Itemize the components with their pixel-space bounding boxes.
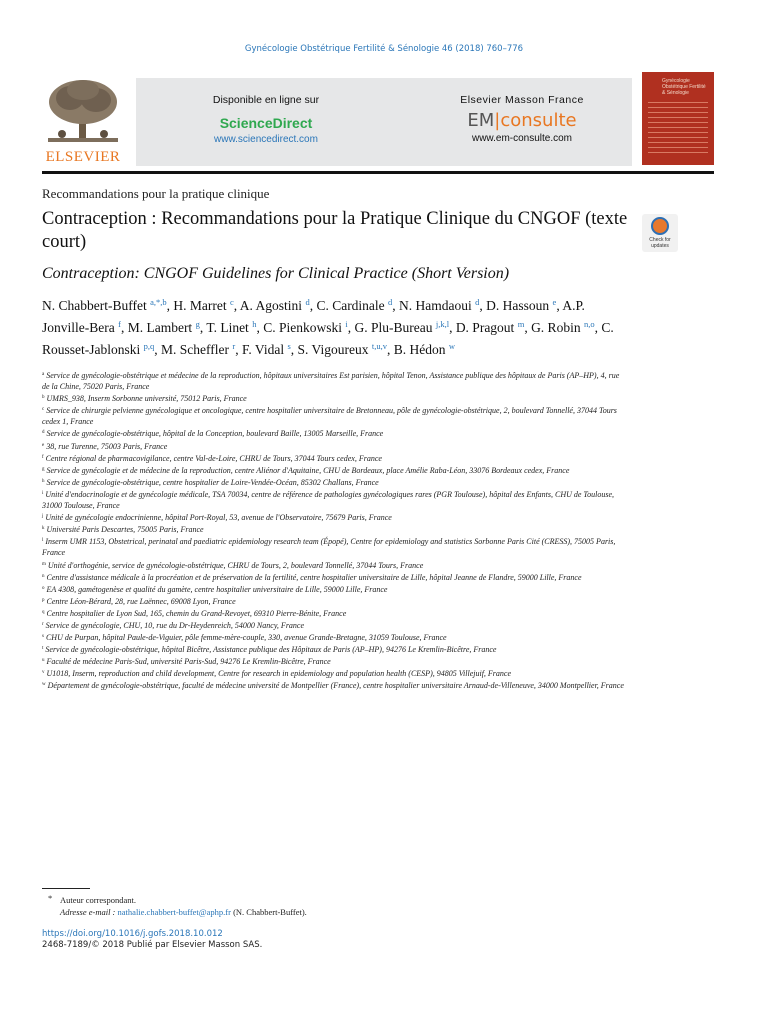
- author-name: H. Marret: [173, 298, 227, 313]
- affiliation-text: Centre hospitalier de Lyon Sud, 165, chemin du Grand-Revoyet, 69310 Pierre-Bénite, France: [44, 608, 347, 618]
- affiliation-key: t: [42, 646, 44, 652]
- doi-link[interactable]: https://doi.org/10.1016/j.gofs.2018.10.012: [42, 929, 223, 939]
- email-owner: (N. Chabbert-Buffet).: [233, 907, 307, 917]
- author-name: S. Vigoureux: [297, 342, 369, 357]
- affiliation-item: [42, 523, 626, 535]
- publisher-label: Elsevier Masson France: [460, 94, 584, 106]
- email-label: Adresse e-mail :: [60, 907, 116, 917]
- affiliation-key: p: [42, 597, 45, 603]
- corresponding-author-label: Auteur correspondant.: [60, 895, 137, 905]
- affiliation-list: [42, 369, 626, 692]
- author-entry: [298, 342, 394, 357]
- author-entry: [263, 320, 354, 335]
- affiliation-text: Unité d'endocrinologie et de gynécologie médicale, TSA 70034, centre de référence de pathologies gynécologiques rares (PGR Toulouse), hôpital des Enfants, CHU de Toulouse, 31000 Toulouse, France: [42, 489, 615, 511]
- author-name: G. Plu-Bureau: [354, 320, 433, 335]
- affiliation-text: Unité de gynécologie endocrinienne, hôpital Port-Royal, 53, avenue de l'Observatoire, 75679 Paris, France: [43, 513, 392, 523]
- author-separator: ,: [386, 342, 394, 357]
- author-affiliation-marker[interactable]: t,u,v: [371, 341, 387, 351]
- author-name: N. Hamdaoui: [399, 298, 472, 313]
- author-name: M. Lambert: [127, 320, 193, 335]
- affiliation-item: [42, 583, 626, 595]
- author-separator: ,: [449, 320, 456, 335]
- affiliation-text: Service de gynécologie-obstétrique, centre hospitalier de Loire-Vendée-Océan, 85302 Challans, France: [44, 477, 379, 487]
- affiliation-text: Faculté de médecine Paris-Sud, université Paris-Sud, 94276 Le Kremlin-Bicêtre, France: [44, 657, 331, 667]
- author-affiliation-marker[interactable]: j,k,l: [435, 319, 450, 329]
- affiliation-key: m: [42, 561, 46, 567]
- issn-copyright: 2468-7189/© 2018 Publié par Elsevier Masson SAS.: [42, 940, 263, 950]
- author-name: D. Pragout: [455, 320, 515, 335]
- journal-banner: [42, 72, 714, 170]
- author-entry: [316, 298, 399, 313]
- affiliation-item: [42, 619, 626, 631]
- cover-title: Gynécologie Obstétrique Fertilité & Sénologie: [662, 78, 706, 96]
- affiliation-text: Service de gynécologie-obstétrique et médecine de la reproduction, hôpitaux universitaires Est parisien, hôpital Tenon, Assistance publique des hôpitaux de Paris (AP–HP), 4, rue de la Chine, 75020 Paris, France: [42, 371, 620, 392]
- affiliation-key: r: [42, 621, 44, 627]
- corresponding-author-footnote: [48, 894, 307, 918]
- affiliation-item: [42, 369, 626, 392]
- em-consulte-logo[interactable]: EM|consulte: [467, 110, 577, 131]
- author-entry: [42, 298, 173, 313]
- affiliation-text: Service de gynécologie-obstétrique, hôpital Bicêtre, Assistance publique des Hôpitaux de Paris (AP–HP), 94276 Le Kremlin-Bicêtre, France: [43, 645, 497, 655]
- affiliation-text: Centre Léon-Bérard, 28, rue Laënnec, 69008 Lyon, France: [44, 596, 236, 606]
- author-name: C. Pienkowski: [263, 320, 342, 335]
- author-entry: [354, 320, 455, 335]
- affiliation-key: e: [42, 442, 45, 448]
- author-affiliation-marker[interactable]: p,q: [143, 341, 155, 351]
- author-name: C. Cardinale: [316, 298, 385, 313]
- author-affiliation-marker[interactable]: s: [287, 341, 291, 351]
- affiliation-item: [42, 464, 626, 476]
- author-entry: [173, 298, 239, 313]
- article-section-label: Recommandations pour la pratique clinique: [42, 186, 270, 201]
- affiliation-key: q: [42, 609, 45, 615]
- affiliation-key: v: [42, 670, 45, 676]
- author-name: F. Vidal: [241, 342, 285, 357]
- author-entry: [242, 342, 298, 357]
- affiliation-key: k: [42, 526, 45, 532]
- affiliation-key: w: [42, 682, 46, 688]
- affiliation-item: [42, 643, 626, 655]
- author-affiliation-marker[interactable]: h: [252, 319, 257, 329]
- author-name: G. Robin: [531, 320, 581, 335]
- affiliation-text: U1018, Inserm, reproduction and child development, Centre for research in epidemiology and population health (CESP), 94805 Villejuif, France: [44, 669, 512, 679]
- author-separator: ,: [233, 298, 240, 313]
- article-title-english: Contraception: CNGOF Guidelines for Clinical Practice (Short Version): [42, 265, 510, 282]
- sciencedirect-logo[interactable]: ScienceDirect: [219, 115, 313, 131]
- author-affiliation-marker[interactable]: a,*,b: [150, 297, 167, 307]
- author-affiliation-marker[interactable]: r: [232, 341, 236, 351]
- sciencedirect-link[interactable]: www.sciencedirect.com: [214, 134, 318, 145]
- affiliation-item: [42, 488, 626, 511]
- affiliation-key: c: [42, 407, 45, 413]
- affiliation-text: Service de gynécologie, CHU, 10, rue du Dr-Heydenreich, 54000 Nancy, France: [43, 620, 305, 630]
- affiliation-item: [42, 571, 626, 583]
- affiliation-key: j: [42, 514, 44, 520]
- cover-decoration: [648, 102, 708, 157]
- author-entry: [456, 320, 531, 335]
- author-affiliation-marker[interactable]: m: [517, 319, 525, 329]
- author-affiliation-marker[interactable]: f: [118, 319, 121, 329]
- author-separator: ,: [120, 320, 128, 335]
- elsevier-wordmark: ELSEVIER: [45, 149, 121, 165]
- affiliation-item: [42, 452, 626, 464]
- journal-reference[interactable]: Gynécologie Obstétrique Fertilité & Sénologie 46 (2018) 760–776: [244, 44, 524, 54]
- em-consulte-link[interactable]: www.em-consulte.com: [471, 133, 573, 144]
- author-separator: ,: [479, 298, 487, 313]
- author-entry: [240, 298, 317, 313]
- affiliation-key: s: [42, 634, 44, 640]
- affiliation-item: [42, 667, 626, 679]
- affiliation-key: l: [42, 538, 44, 544]
- affiliation-item: [42, 535, 626, 558]
- author-separator: ,: [594, 320, 602, 335]
- affiliation-item: [42, 559, 626, 571]
- affiliation-text: 38, rue Turenne, 75003 Paris, France: [44, 441, 168, 451]
- sciencedirect-block: [166, 94, 366, 145]
- affiliation-key: b: [42, 395, 45, 401]
- affiliation-key: h: [42, 478, 45, 484]
- elsevier-logo: [42, 78, 124, 168]
- em-consulte-block: [422, 94, 622, 144]
- footnote-marker: *: [48, 893, 53, 903]
- affiliation-text: Centre régional de pharmacovigilance, centre Val-de-Loire, CHRU de Tours, 37044 Tours cedex, France: [43, 453, 382, 463]
- check-for-updates-button[interactable]: [642, 214, 678, 252]
- author-entry: [128, 320, 207, 335]
- author-separator: ,: [309, 298, 317, 313]
- author-affiliation-marker[interactable]: d: [305, 297, 310, 307]
- affiliation-text: CHU de Purpan, hôpital Paule-de-Viguier, pôle femme-mère-couple, 330, avenue Grande-Bretagne, 31059 Toulouse, France: [43, 633, 447, 643]
- author-separator: ,: [166, 298, 174, 313]
- author-entry: [486, 298, 562, 313]
- affiliation-key: d: [42, 430, 45, 436]
- author-affiliation-marker[interactable]: d: [388, 297, 393, 307]
- affiliation-item: [42, 607, 626, 619]
- header-divider: [42, 171, 714, 174]
- affiliation-text: EA 4308, gamétogenèse et qualité du gamète, centre hospitalier universitaire de Lille, 59000 Lille, France: [44, 584, 388, 594]
- author-affiliation-marker[interactable]: n,o: [583, 319, 595, 329]
- author-separator: ,: [154, 342, 162, 357]
- check-for-updates-label: Check for updates: [649, 237, 671, 249]
- author-name: A.P. Jonville-Bera: [42, 298, 585, 335]
- affiliation-item: [42, 404, 626, 427]
- email-line: [60, 906, 307, 918]
- author-name: N. Chabbert-Buffet: [42, 298, 147, 313]
- author-separator: ,: [256, 320, 264, 335]
- affiliation-text: Service de gynécologie et de médecine de la reproduction, centre Aliénor d'Aquitaine, CHU de Bordeaux, place Amélie Raba-Léon, 33076 Bordeaux cedex, France: [44, 465, 570, 475]
- affiliation-key: g: [42, 466, 45, 472]
- platform-box: [136, 78, 632, 166]
- author-affiliation-marker[interactable]: g: [195, 319, 200, 329]
- affiliation-item: [42, 476, 626, 488]
- author-separator: ,: [199, 320, 207, 335]
- author-affiliation-marker[interactable]: i: [345, 319, 348, 329]
- affiliation-text: Service de gynécologie-obstétrique, hôpital de la Conception, boulevard Baille, 13005 Marseille, France: [44, 429, 384, 439]
- footnote-divider: [42, 888, 90, 889]
- author-entry: [206, 320, 263, 335]
- affiliation-key: n: [42, 573, 45, 579]
- author-entry: [394, 342, 455, 357]
- affiliation-item: [42, 655, 626, 667]
- affiliation-key: i: [42, 490, 44, 496]
- author-affiliation-marker[interactable]: d: [475, 297, 480, 307]
- affiliation-item: [42, 427, 626, 439]
- affiliation-item: [42, 631, 626, 643]
- author-entry: [161, 342, 242, 357]
- affiliation-item: [42, 511, 626, 523]
- affiliation-key: a: [42, 372, 45, 377]
- journal-cover-thumbnail[interactable]: [642, 72, 714, 165]
- available-online-label: Disponible en ligne sur: [212, 94, 320, 106]
- author-separator: ,: [392, 298, 400, 313]
- author-separator: ,: [524, 320, 532, 335]
- affiliation-item: [42, 679, 626, 691]
- affiliation-item: [42, 595, 626, 607]
- author-separator: ,: [235, 342, 242, 357]
- author-separator: ,: [556, 298, 563, 313]
- affiliation-text: Unité d'orthogénie, service de gynécologie-obstétrique, CHRU de Tours, 2, boulevard Tonnellé, 37044 Tours, France: [45, 560, 424, 570]
- author-entry: [531, 320, 601, 335]
- author-affiliation-marker[interactable]: c: [230, 297, 234, 307]
- author-name: T. Linet: [206, 320, 249, 335]
- author-name: D. Hassoun: [486, 298, 550, 313]
- article-title-french: Contraception : Recommandations pour la Pratique Clinique du CNGOF (texte court): [42, 209, 628, 252]
- author-separator: ,: [290, 342, 298, 357]
- affiliation-text: Inserm UMR 1153, Obstetrical, perinatal and paediatric epidemiology research team (Épopé), Centre for epidemiology and statistics Sorbonne Paris Cité (CRESS), 75005 Paris, France: [42, 537, 616, 558]
- author-name: M. Scheffler: [161, 342, 229, 357]
- affiliation-text: Département de gynécologie-obstétrique, faculté de médecine université de Montpellier (France), centre hospitalier universitaire Arnaud-de-Villeneuve, 34000 Montpellier, France: [45, 681, 624, 691]
- crossmark-icon: [651, 217, 669, 235]
- affiliation-text: Service de chirurgie pelvienne gynécologique et oncologique, centre hospitalier universitaire de Bretonneau, pôle de gynécologie-obstétrique, 2, boulevard Tonnellé, 37044 Tours cedex 1, France: [42, 406, 617, 427]
- elsevier-tree-icon: [42, 78, 124, 148]
- affiliation-text: Université Paris Descartes, 75005 Paris, France: [44, 525, 204, 535]
- author-name: B. Hédon: [393, 342, 446, 357]
- author-name: C. Rousset-Jablonski: [42, 320, 614, 357]
- author-list: [42, 293, 632, 359]
- author-email-link[interactable]: nathalie.chabbert-buffet@aphp.fr: [117, 907, 231, 917]
- author-affiliation-marker[interactable]: w: [448, 341, 455, 351]
- affiliation-item: [42, 392, 626, 404]
- affiliation-text: Centre d'assistance médicale à la procréation et de préservation de la fertilité, centre hospitalier universitaire de Lille, hôpital Jeanne de Flandre, 59000 Lille, France: [44, 572, 582, 582]
- affiliation-key: u: [42, 658, 45, 664]
- author-separator: ,: [347, 320, 355, 335]
- affiliation-key: o: [42, 585, 45, 591]
- author-affiliation-marker[interactable]: e: [552, 297, 557, 307]
- author-name: A. Agostini: [239, 298, 303, 313]
- affiliation-text: UMRS_938, Inserm Sorbonne université, 75012 Paris, France: [44, 394, 247, 404]
- author-entry: [399, 298, 486, 313]
- affiliation-item: [42, 440, 626, 452]
- affiliation-key: f: [42, 454, 44, 460]
